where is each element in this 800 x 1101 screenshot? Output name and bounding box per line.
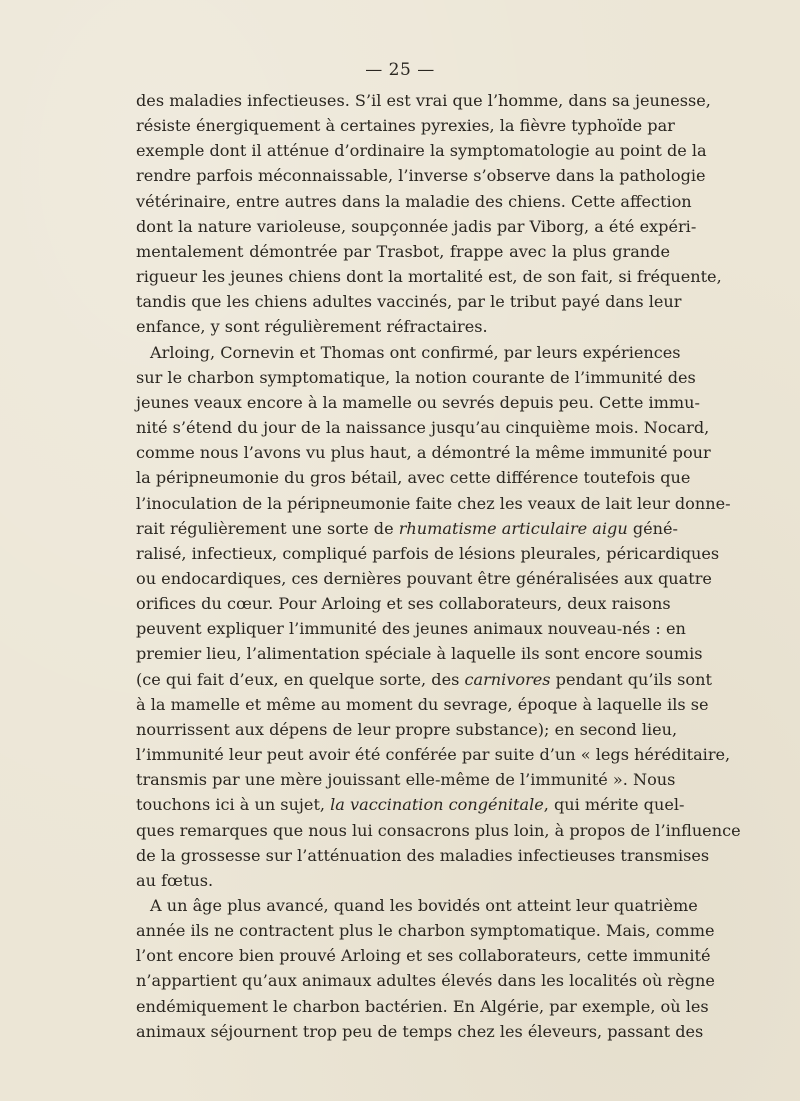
text-segment: (ce qui fait d’eux, en quelque sorte, des <box>136 669 465 689</box>
text-line <box>136 491 731 516</box>
text-line <box>136 566 712 591</box>
text-segment: Arloing, Cornevin et Thomas ont confirmé, par leurs expériences <box>150 342 681 362</box>
text-line <box>136 113 675 138</box>
italic-phrase: la vaccination congénitale <box>330 795 544 815</box>
text-line <box>136 767 676 792</box>
text-segment: année ils ne contractent plus le charbon symptomatique. Mais, comme <box>136 921 715 941</box>
page-number: — 25 — <box>365 60 435 80</box>
text-segment: endémiquement le charbon bactérien. En Algérie, par exemple, où les <box>136 996 709 1016</box>
text-line <box>136 591 670 616</box>
text-line <box>136 717 678 742</box>
text-line <box>136 616 686 641</box>
text-line <box>136 163 706 188</box>
text-line <box>136 516 678 541</box>
text-line <box>136 138 707 163</box>
text-segment: rait régulièrement une sorte de <box>136 518 399 538</box>
text-line <box>136 843 710 868</box>
text-segment: premier lieu, l’alimentation spéciale à laquelle ils sont encore soumis <box>136 644 703 664</box>
paragraph <box>136 88 722 340</box>
text-segment: rigueur les jeunes chiens dont la mortalité est, de son fait, si fréquente, <box>136 267 722 287</box>
text-segment: orifices du cœur. Pour Arloing et ses collaborateurs, deux raisons <box>136 594 671 614</box>
text-segment: ques remarques que nous lui consacrons plus loin, à propos de l’influence <box>136 820 741 840</box>
text-segment: comme nous l’avons vu plus haut, a démontré la même immunité pour <box>136 443 711 463</box>
text-line <box>136 818 741 843</box>
text-segment: ralisé, infectieux, compliqué parfois de lésions pleurales, péricardiques <box>136 543 720 563</box>
text-segment: la péripneumonie du gros bétail, avec cette différence toutefois que <box>136 468 691 488</box>
text-line <box>136 968 715 993</box>
text-segment: au fœtus. <box>136 870 214 890</box>
text-line <box>136 365 696 390</box>
text-segment: l’inoculation de la péripneumonie faite chez les veaux de lait leur donne- <box>136 493 731 513</box>
text-line <box>136 440 711 465</box>
text-segment: n’appartient qu’aux animaux adultes élevés dans les localités où règne <box>136 971 715 991</box>
text-segment: peuvent expliquer l’immunité des jeunes animaux nouveau-nés : en <box>136 619 686 639</box>
text-segment: vétérinaire, entre autres dans la maladie des chiens. Cette affection <box>136 191 692 211</box>
text-line <box>136 314 670 339</box>
text-line <box>136 692 709 717</box>
text-segment: rendre parfois méconnaissable, l’inverse s’observe dans la pathologie <box>136 166 706 186</box>
text-segment: des maladies infectieuses. S’il est vrai que l’homme, dans sa jeunesse, <box>136 91 711 110</box>
text-segment: jeunes veaux encore à la mamelle ou sevrés depuis peu. Cette immu- <box>136 392 700 412</box>
text-segment: touchons ici à un sujet, <box>136 795 331 815</box>
text-segment: sur le charbon symptomatique, la notion courante de l’immunité des <box>136 367 696 387</box>
text-line <box>136 868 670 893</box>
text-line <box>136 415 710 440</box>
text-line <box>136 340 681 365</box>
text-segment: exemple dont il atténue d’ordinaire la symptomatologie au point de la <box>136 141 707 161</box>
text-line <box>136 289 682 314</box>
text-line <box>136 918 715 943</box>
text-line <box>136 239 670 264</box>
text-line <box>136 465 691 490</box>
text-line <box>136 742 731 767</box>
text-segment: de la grossesse sur l’atténuation des maladies infectieuses transmises <box>136 845 710 865</box>
text-segment: ou endocardiques, ces dernières pouvant être généralisées aux quatre <box>136 568 712 588</box>
italic-phrase: rhumatisme articulaire aigu <box>398 518 628 538</box>
text-segment: mentalement démontrée par Trasbot, frappe avec la plus grande <box>136 241 670 261</box>
text-line <box>136 792 685 817</box>
text-segment: , qui mérite quel- <box>543 795 685 815</box>
italic-phrase: carnivores <box>464 669 551 689</box>
text-line <box>136 994 709 1019</box>
text-line <box>136 214 697 239</box>
text-segment: enfance, y sont régulièrement réfractaires. <box>136 317 488 337</box>
text-segment: géné- <box>627 518 678 538</box>
text-segment: pendant qu’ils sont <box>550 669 712 689</box>
text-segment: nourrissent aux dépens de leur propre substance); en second lieu, <box>136 719 678 739</box>
paragraph <box>136 340 741 893</box>
text-line <box>136 264 722 289</box>
text-segment: transmis par une mère jouissant elle-même de l’immunité ». Nous <box>136 770 676 790</box>
text-line <box>136 390 700 415</box>
text-segment: l’immunité leur peut avoir été conférée par suite d’un « legs héréditaire, <box>136 745 731 765</box>
text-line <box>136 189 692 214</box>
text-line <box>136 1019 704 1044</box>
paragraph <box>136 893 715 1044</box>
text-segment: l’ont encore bien prouvé Arloing et ses collaborateurs, cette immunité <box>136 946 711 966</box>
text-line <box>136 541 720 566</box>
text-segment: à la mamelle et même au moment du sevrage, époque à laquelle ils se <box>136 694 709 714</box>
text-line <box>136 893 698 918</box>
text-segment: animaux séjournent trop peu de temps chez les éleveurs, passant des <box>136 1021 704 1041</box>
text-segment: nité s’étend du jour de la naissance jusqu’au cinquième mois. Nocard, <box>136 418 710 438</box>
text-line <box>136 641 703 666</box>
text-line <box>136 667 712 692</box>
text-segment: tandis que les chiens adultes vaccinés, par le tribut payé dans leur <box>136 292 682 312</box>
text-segment: résiste énergiquement à certaines pyrexies, la fièvre typhoïde par <box>136 116 675 136</box>
text-segment: dont la nature varioleuse, soupçonnée jadis par Viborg, a été expéri- <box>136 216 697 236</box>
text-segment: A un âge plus avancé, quand les bovidés ont atteint leur quatrième <box>150 896 698 915</box>
text-line <box>136 88 711 113</box>
text-line <box>136 943 711 968</box>
body-text <box>136 88 741 1044</box>
